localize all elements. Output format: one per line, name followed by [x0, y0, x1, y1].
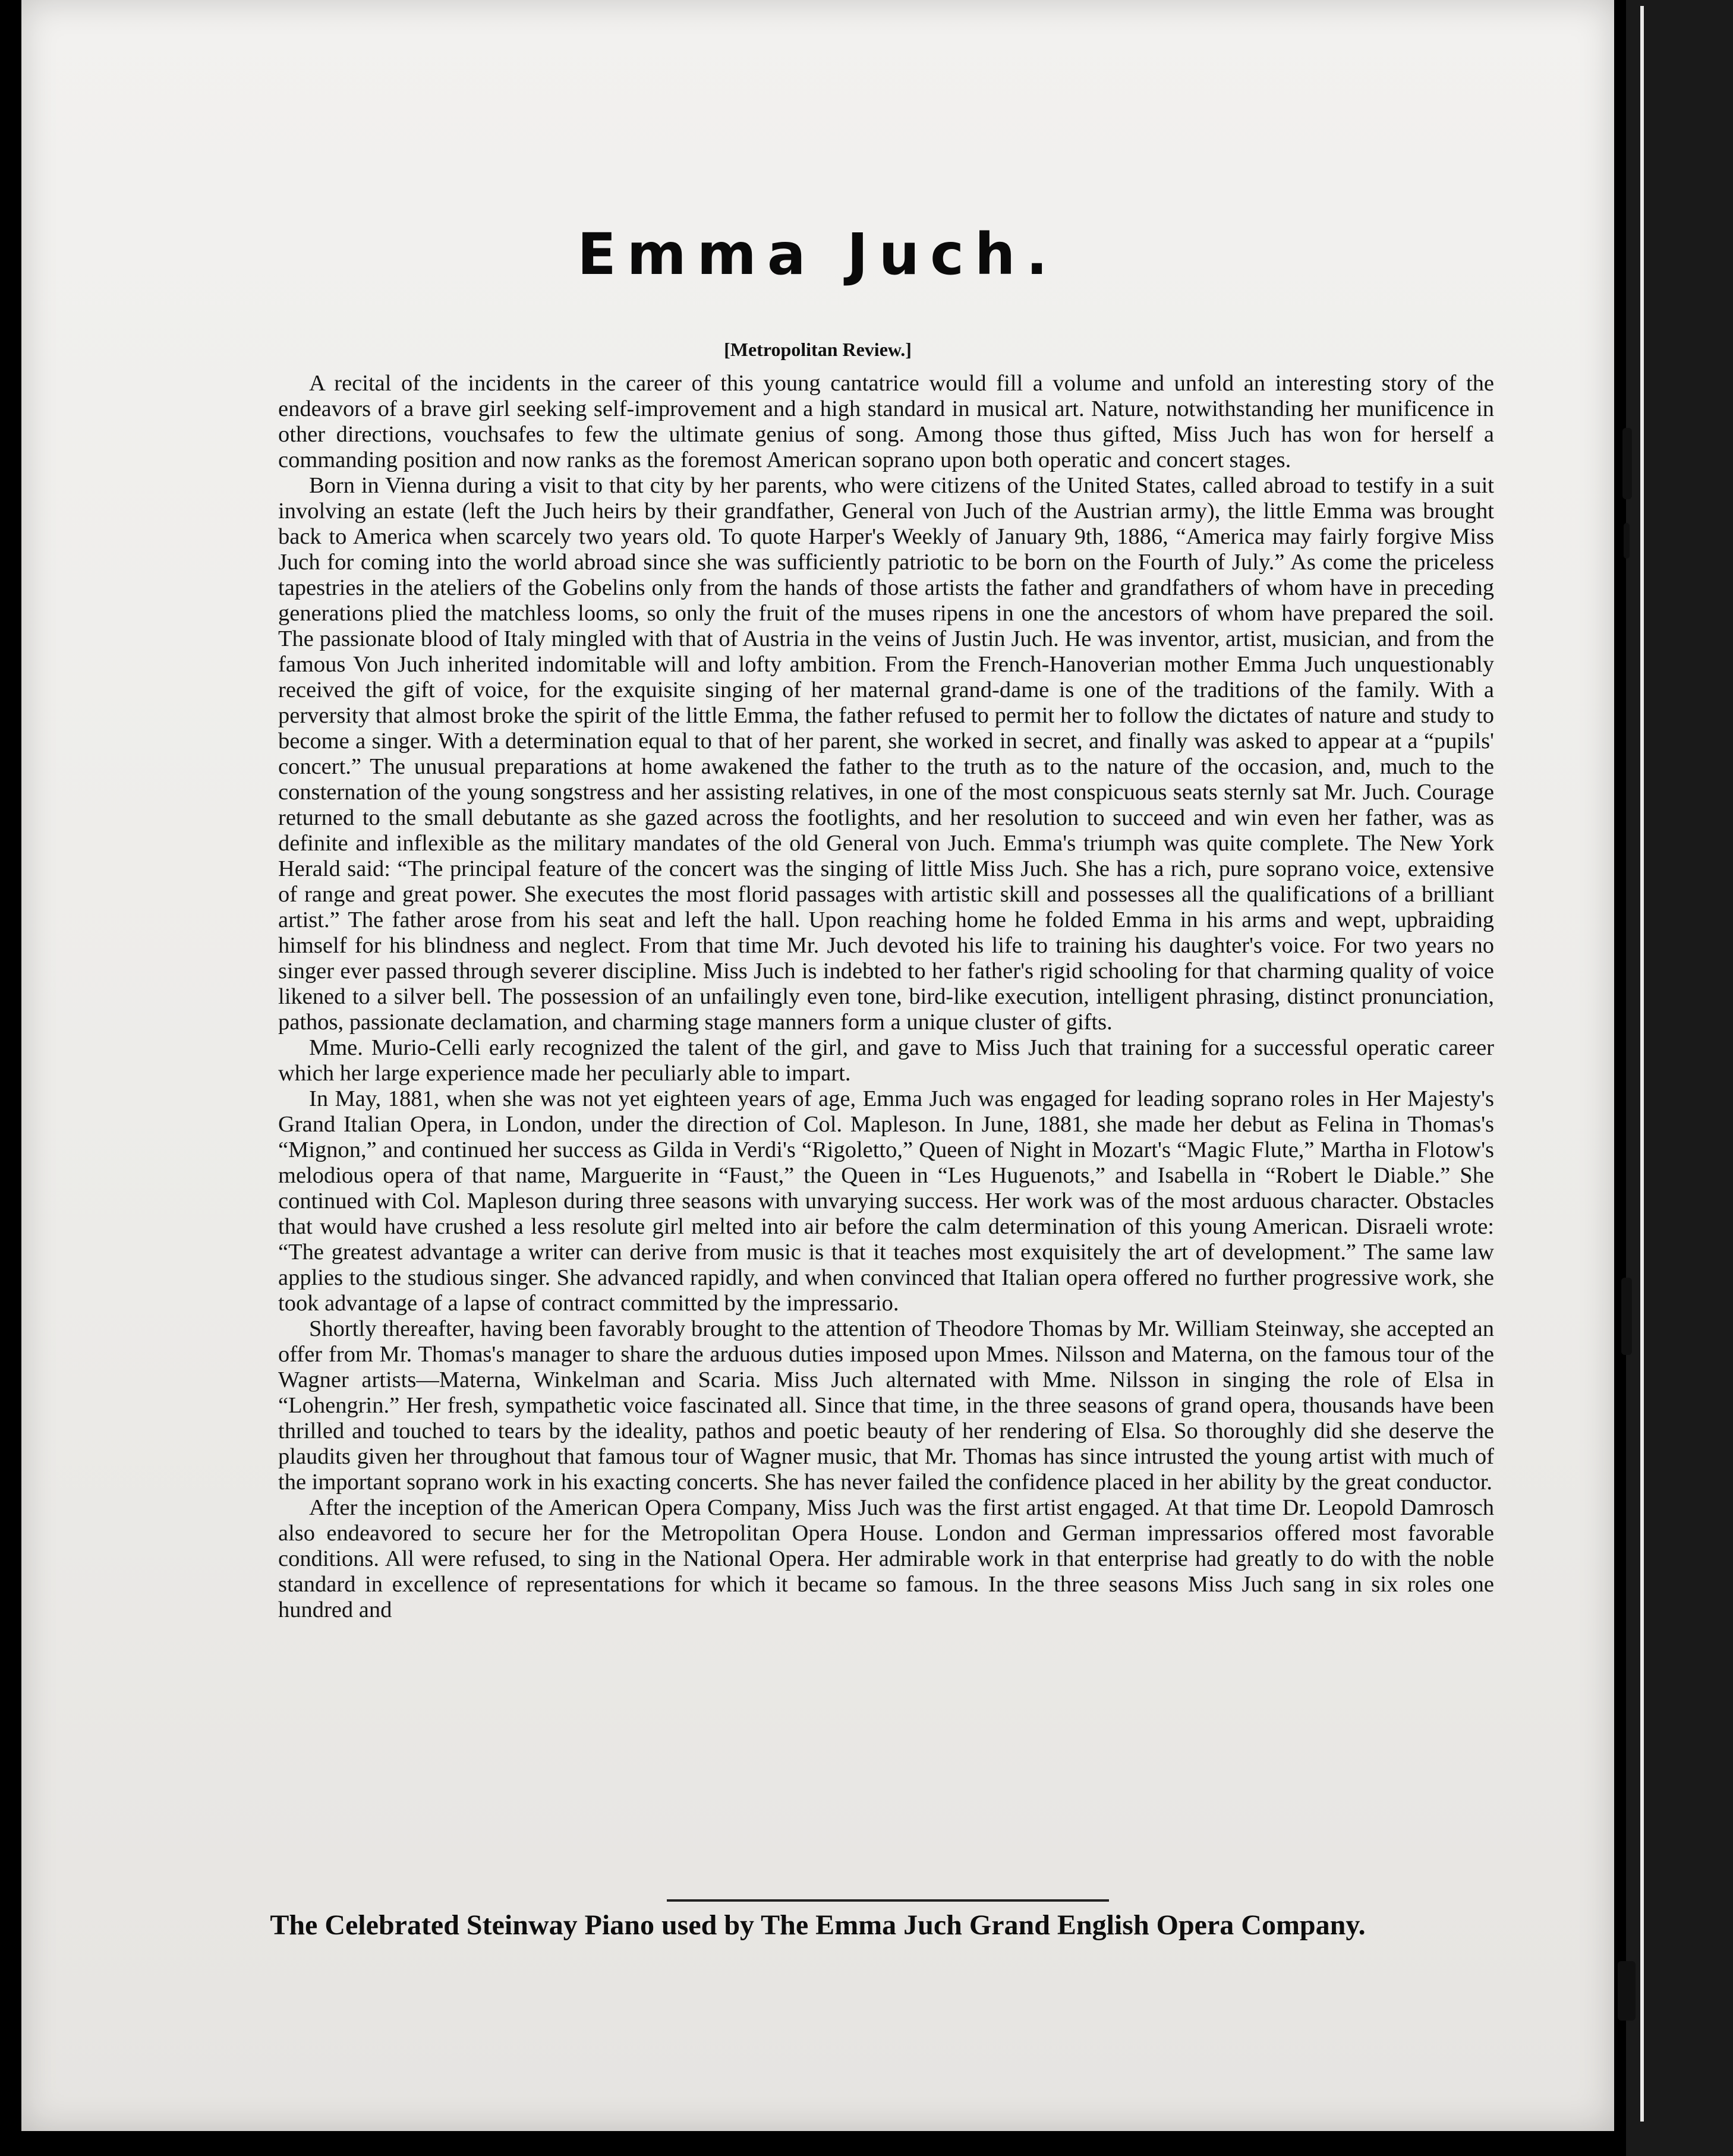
- paragraph: In May, 1881, when she was not yet eighteen years of age, Emma Juch was engaged for leading soprano roles in Her Majesty's Grand Italian Opera, in London, under the direction of Col. Mapleson. In June, 1881, she made her debut as Felina in Thomas's “Mignon,” and continued her success as Gilda in Verdi's “Rigoletto,” Queen of Night in Mozart's “Magic Flute,” Martha in Flotow's melodious opera of that name, Marguerite in “Faust,” the Queen in “Les Huguenots,” and Isabella in “Robert le Diable.” She continued with Col. Mapleson during three seasons with unvarying success. Her work was of the most arduous character. Obstacles that would have crushed a less resolute girl melted into air before the calm determination of this young American. Disraeli wrote: “The greatest advantage a writer can derive from music is that it teaches most exquisitely the art of development.” The same law applies to the studious singer. She advanced rapidly, and when convinced that Italian opera offered no further progressive work, she took advantage of a lapse of contract committed by the impressario.: [278, 1086, 1494, 1316]
- ink-mark: [1622, 428, 1632, 499]
- source-attribution: [Metropolitan Review.]: [724, 339, 912, 360]
- next-page-edge: [1640, 6, 1644, 2122]
- paragraph: After the inception of the American Opera Company, Miss Juch was the first artist engaged. At that time Dr. Leopold Damrosch also endeavored to secure her for the Metropolitan Opera House. London and German impressarios offered most favorable conditions. All were refused, to sing in the National Opera. Her admirable work in that enterprise had greatly to do with the noble standard in excellence of representations for which it became so famous. In the three seasons Miss Juch sang in six roles one hundred and: [278, 1495, 1494, 1622]
- paragraph: Mme. Murio-Celli early recognized the talent of the girl, and gave to Miss Juch that training for a successful operatic career which her large experience made her peculiarly able to impart.: [278, 1035, 1494, 1086]
- page-title: Emma Juch.: [577, 221, 1058, 288]
- paragraph: A recital of the incidents in the career of this young cantatrice would fill a volume and unfold an interesting story of the endeavors of a brave girl seeking self-improvement and a high standard in musical art. Nature, notwithstanding her munificence in other directions, vouchsafes to few the ultimate genius of song. Among those thus gifted, Miss Juch has won for herself a commanding position and now ranks as the foremost American soprano upon both operatic and concert stages.: [278, 371, 1494, 472]
- paragraph: Born in Vienna during a visit to that city by her parents, who were citizens of the United States, called abroad to testify in a suit involving an estate (left the Juch heirs by their grandfather, General von Juch of the Austrian army), the little Emma was brought back to America when scarcely two years old. To quote Harper's Weekly of January 9th, 1886, “America may fairly forgive Miss Juch for coming into the world abroad since she was sufficiently patriotic to be born on the Fourth of July.” As come the priceless tapestries in the ateliers of the Gobelins only from the hands of those artists the father and grandfathers of whom have in preceding generations plied the matchless looms, so only the fruit of the muses ripens in one the ancestors of whom have prepared the soil. The passionate blood of Italy mingled with that of Austria in the veins of Justin Juch. He was inventor, artist, musician, and from the famous Von Juch inherited indomitable will and lofty ambition. From the French-Hanoverian mother Emma Juch unquestionably received the gift of voice, for the exquisite singing of her maternal grand-dame is one of the traditions of the family. With a perversity that almost broke the spirit of the little Emma, the father refused to permit her to follow the dictates of nature and study to become a singer. With a determination equal to that of her parent, she worked in secret, and finally was asked to appear at a “pupils' concert.” The unusual preparations at home awakened the father to the truth as to the nature of the occasion, and, much to the consternation of the young songstress and her assisting relatives, in one of the most conspicuous seats sternly sat Mr. Juch. Courage returned to the small debutante as she gazed across the footlights, and her resolution to succeed and win even her father, was as definite and inflexible as the military mandates of the old General von Juch. Emma's triumph was quite complete. The New York Herald said: “The principal feature of the concert was the singing of little Miss Juch. She has a rich, pure soprano voice, extensive of range and great power. She executes the most florid passages with artistic skill and possesses all the qualifications of a brilliant artist.” The father arose from his seat and left the hall. Upon reaching home he folded Emma in his arms and wept, upbraiding himself for his blindness and neglect. From that time Mr. Juch devoted his life to training his daughter's voice. For two years no singer ever passed through severer discipline. Miss Juch is indebted to her father's rigid schooling for that charming quality of voice likened to a silver bell. The possession of an unfailingly even tone, bird-like execution, intelligent phrasing, distinct pronunciation, pathos, passionate declamation, and charming stage manners form a unique cluster of gifts.: [278, 473, 1494, 1035]
- paragraph: Shortly thereafter, having been favorably brought to the attention of Theodore Thomas by Mr. William Steinway, she accepted an offer from Mr. Thomas's manager to share the arduous duties imposed upon Mmes. Nilsson and Materna, on the famous tour of the Wagner artists—Materna, Winkelman and Scaria. Miss Juch alternated with Mme. Nilsson in singing the role of Elsa in “Lohengrin.” Her fresh, sympathetic voice fascinated all. Since that time, in the three seasons of grand opera, thousands have been thrilled and touched to tears by the ideality, pathos and poetic beauty of her rendering of Elsa. So thoroughly did she deserve the plaudits given her throughout that famous tour of Wagner music, that Mr. Thomas has since intrusted the young artist with much of the important soprano work in his exacting concerts. She has never failed the confidence placed in her ability by the great conductor.: [278, 1316, 1494, 1495]
- binding-edge: [1626, 0, 1733, 2156]
- ink-mark: [1624, 523, 1630, 559]
- article-body: [278, 371, 1494, 1623]
- footer-advertisement: The Celebrated Steinway Piano used by The Emma Juch Grand English Opera Company.: [270, 1909, 1366, 1941]
- ink-mark: [1618, 1961, 1636, 2021]
- divider-rule: [667, 1899, 1109, 1902]
- ink-mark: [1621, 1278, 1632, 1355]
- document-page: [21, 0, 1614, 2131]
